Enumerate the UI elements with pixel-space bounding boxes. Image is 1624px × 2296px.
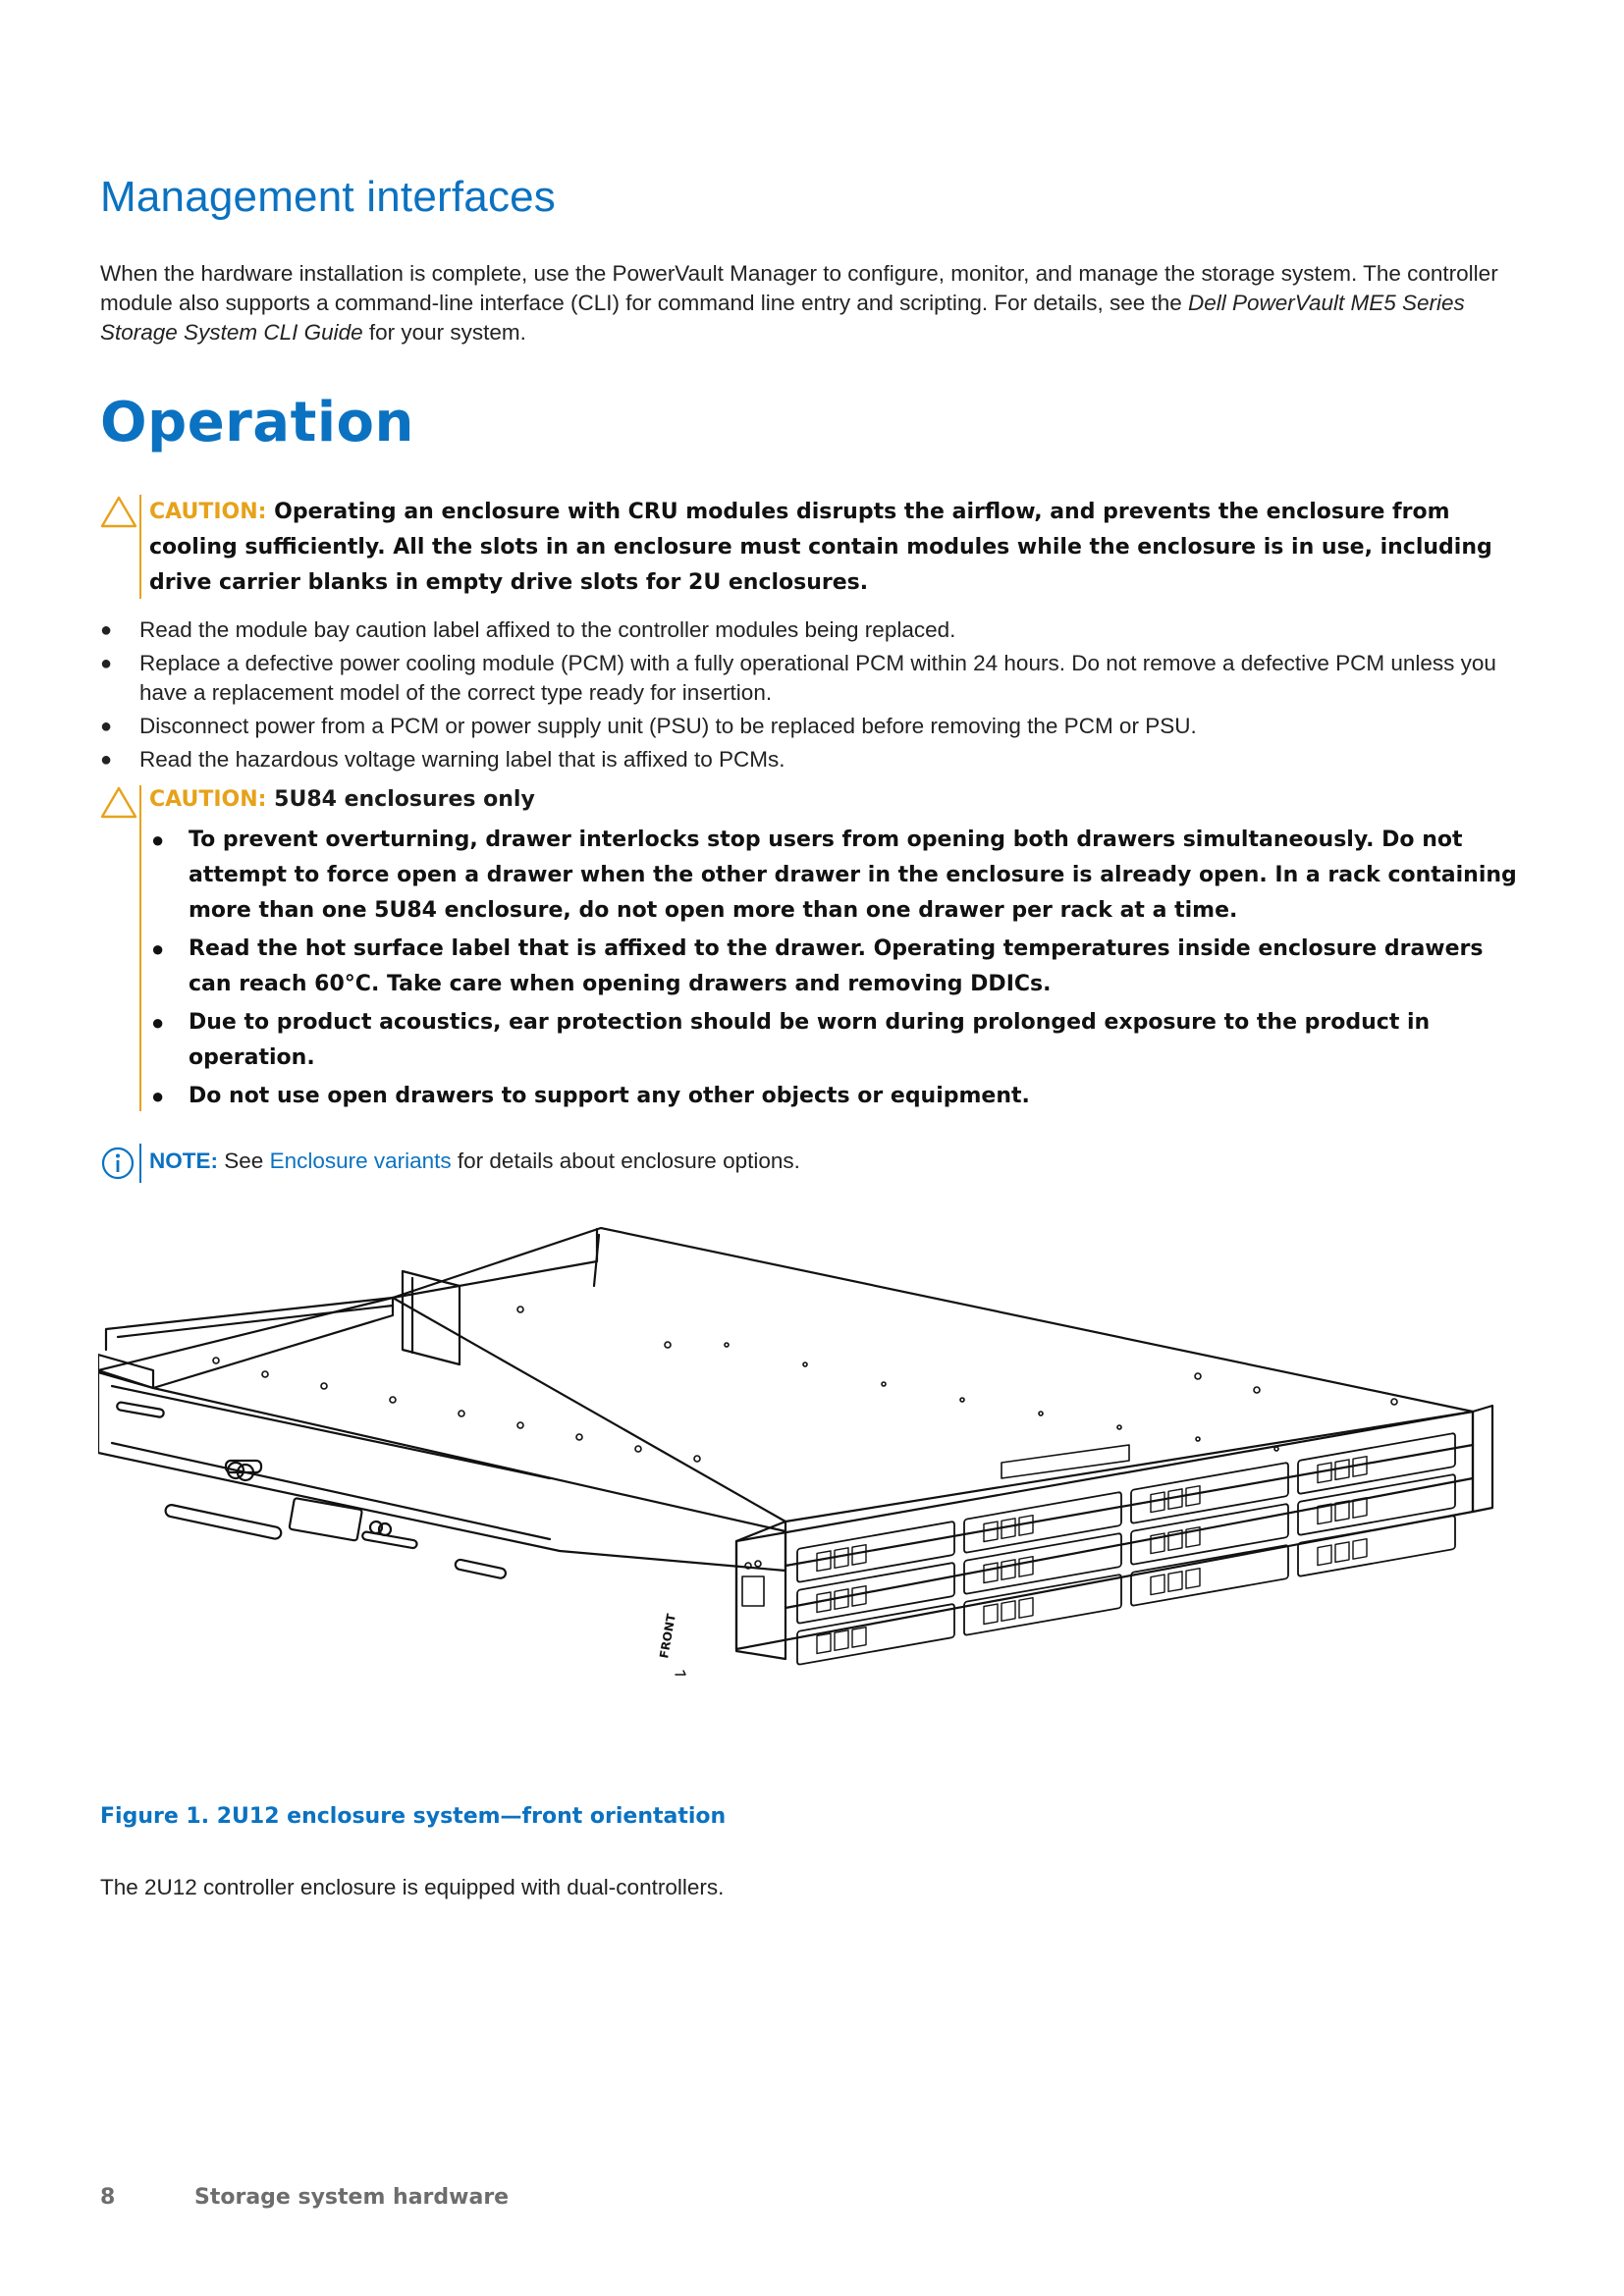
bullet-dot: ● [100,653,113,674]
intro-text: When the hardware installation is complete, use the PowerVault Manager to configure, monitor, and manage the storage system. The controller module also supports a command-line interface (CLI) for command line entry and scripting. For details, see the [100,261,1498,315]
enclosure-variants-link[interactable]: Enclosure variants [269,1148,452,1173]
bullet-dot: ● [151,1084,165,1108]
caution-notice-airflow [100,495,1524,601]
caution-bullet-item [149,823,1524,929]
caution-bullet-item [149,1005,1524,1076]
caution-bar [139,785,141,1111]
bullet-text: Read the hazardous voltage warning label that is affixed to PCMs. [139,747,785,772]
bullet-item [100,615,1524,645]
bullet-dot: ● [151,936,165,961]
footer-section: Storage system hardware [194,2185,510,2210]
section-heading: Management interfaces [100,173,557,221]
caution-heading [149,785,1524,815]
front-bezel [736,1412,1473,1649]
caution-bar [139,495,141,599]
info-circle-icon [100,1146,135,1181]
note-text-before: See [224,1148,270,1173]
bullet-dot: ● [100,749,113,771]
enclosure-figure [98,1227,1532,1767]
note-text [149,1144,800,1179]
caution-triangle-icon [100,785,137,819]
caution-title: 5U84 enclosures only [274,787,535,812]
bullet-item [100,712,1524,741]
front-label: FRONT [657,1612,678,1660]
note-notice [100,1144,1524,1183]
intro-paragraph [100,259,1514,347]
caution-message: Operating an enclosure with CRU modules disrupts the airflow, and prevents the enclosure from cooling sufficiently. All the slots in an enclosure must contain modules while the enclosure is in use, including drive carrier blanks in empty drive slots for 2U enclosures. [149,500,1492,595]
bullet-dot: ● [151,1010,165,1035]
bullet-text: Disconnect power from a PCM or power supply unit (PSU) to be replaced before removing the PCM or PSU. [139,714,1197,738]
caution-label: CAUTION: [149,787,267,812]
figure-followup-text: The 2U12 controller enclosure is equipped with dual-controllers. [100,1875,725,1899]
caution-bullet-text: Due to product acoustics, ear protection should be worn during prolonged exposure to the product in operation. [189,1010,1431,1070]
page-number: 8 [100,2185,116,2210]
caution-triangle-icon [100,495,137,528]
cli-guide-title: Dell PowerVault ME5 Series Storage System CLI Guide [100,291,1465,345]
caution-bullet-text: Do not use open drawers to support any other objects or equipment. [189,1084,1030,1108]
intro-text-end: for your system. [362,320,526,345]
note-label: NOTE: [149,1148,218,1173]
note-bar [139,1144,141,1183]
bullet-text: Replace a defective power cooling module (PCM) with a fully operational PCM within 24 hours. Do not remove a defective PCM unless you have a replacement model of the correct type ready for insertion. [139,651,1496,705]
caution-text [149,495,1524,601]
top-cover [393,1228,1473,1522]
bullet-dot: ● [100,716,113,737]
caution-notice-5u84 [100,785,1524,1111]
caution-bullet-text: Read the hot surface label that is affixed to the drawer. Operating temperatures inside enclosure drawers can reach 60°C. Take care when opening drawers and removing DDICs. [189,936,1484,996]
bullet-dot: ● [100,619,113,641]
caution-bullet-text: To prevent overturning, drawer interlocks stop users from opening both drawers simultaneously. Do not attempt to force open a drawer when the other drawer in the enclosure is already open. In a rack containing more than one 5U84 enclosure, do not open more than one drawer per rack at a time. [189,828,1517,923]
caution-bullet-item [149,932,1524,1002]
caution-label: CAUTION: [149,500,267,524]
bullet-text: Read the module bay caution label affixed to the controller modules being replaced. [139,617,956,642]
caution-bullet-item [149,1079,1524,1114]
operation-bullet-list [100,615,1524,778]
page-footer [100,2185,509,2210]
operation-heading: Operation [100,391,414,454]
figure-caption: Figure 1. 2U12 enclosure system—front orientation [100,1804,727,1829]
bullet-item [100,745,1524,774]
cover-holes [213,1307,1397,1462]
caution-bullet-list [149,823,1524,1114]
bullet-dot: ● [151,828,165,852]
note-text-after: for details about enclosure options. [451,1148,800,1173]
bullet-item [100,649,1524,708]
